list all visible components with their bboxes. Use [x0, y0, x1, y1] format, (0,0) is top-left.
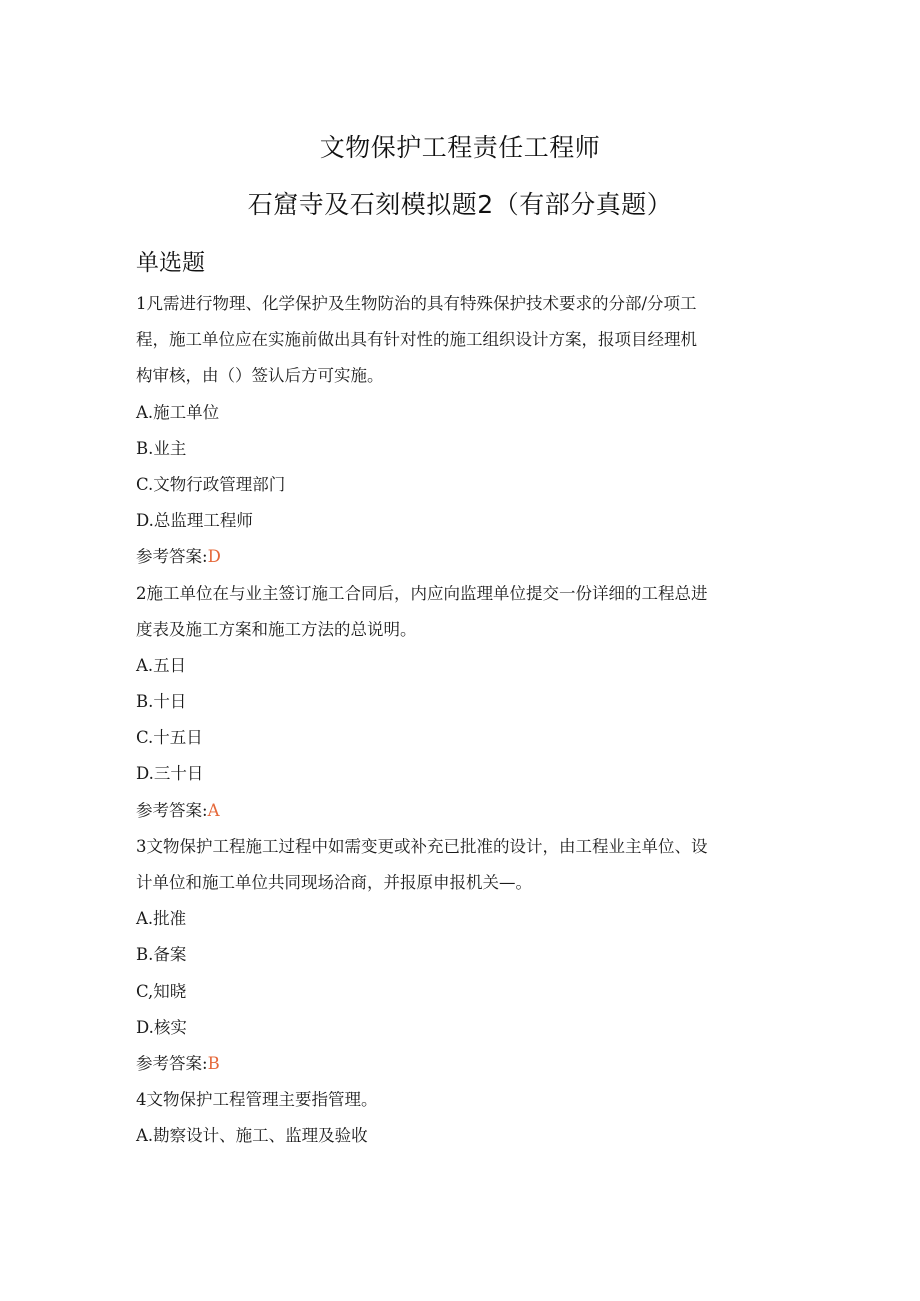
- option-d: D.总监理工程师: [136, 511, 253, 531]
- option-a: A.五日: [136, 655, 187, 675]
- answer-value: D: [207, 547, 221, 567]
- answer-value: B: [207, 1053, 220, 1073]
- question-list: [136, 286, 786, 1155]
- answer-line: [136, 793, 786, 829]
- option-b: B.十日: [136, 692, 187, 712]
- option-d: D.三十日: [136, 764, 204, 784]
- option-a: A.施工单位: [136, 402, 220, 422]
- option-d: D.核实: [136, 1017, 187, 1037]
- question-stem-line: 程，施工单位应在实施前做出具有针对性的施工组织设计方案，报项目经理机: [136, 330, 697, 350]
- option-a: A.批准: [136, 909, 187, 929]
- option-c: C,知晓: [136, 981, 187, 1001]
- document-subtitle: 石窟寺及石刻模拟题2（有部分真题）: [247, 190, 673, 219]
- answer-line: [136, 539, 786, 575]
- option-c: C.文物行政管理部门: [136, 474, 286, 494]
- question-stem-line: 4文物保护工程管理主要指管理。: [136, 1090, 378, 1110]
- document-title: 文物保护工程责任工程师: [319, 133, 601, 162]
- answer-line: [136, 1046, 786, 1082]
- question-2: [136, 576, 786, 829]
- question-1: [136, 286, 786, 576]
- answer-label: 参考答案:: [136, 800, 208, 820]
- option-a: A.勘察设计、施工、监理及验收: [136, 1126, 368, 1146]
- answer-label: 参考答案:: [136, 547, 208, 567]
- question-stem-line: 1凡需进行物理、化学保护及生物防治的具有特殊保护技术要求的分部/分项工: [136, 294, 697, 313]
- section-heading: 单选题: [136, 250, 205, 276]
- question-stem-line: 3文物保护工程施工过程中如需变更或补充已批准的设计，由工程业主单位、设: [136, 836, 708, 856]
- question-stem-line: 计单位和施工单位共同现场洽商，并报原申报机关—。: [136, 873, 532, 892]
- option-c: C.十五日: [136, 728, 203, 748]
- question-3: [136, 829, 786, 1082]
- answer-value: A: [207, 800, 220, 820]
- option-b: B.业主: [136, 438, 187, 458]
- question-4: [136, 1082, 786, 1154]
- answer-label: 参考答案:: [136, 1053, 208, 1073]
- option-b: B.备案: [136, 945, 187, 965]
- question-stem-line: 构审核，由（）签认后方可实施。: [136, 366, 384, 386]
- question-stem-line: 2施工单位在与业主签订施工合同后，内应向监理单位提交一份详细的工程总进: [136, 583, 708, 603]
- question-stem-line: 度表及施工方案和施工方法的总说明。: [136, 619, 417, 639]
